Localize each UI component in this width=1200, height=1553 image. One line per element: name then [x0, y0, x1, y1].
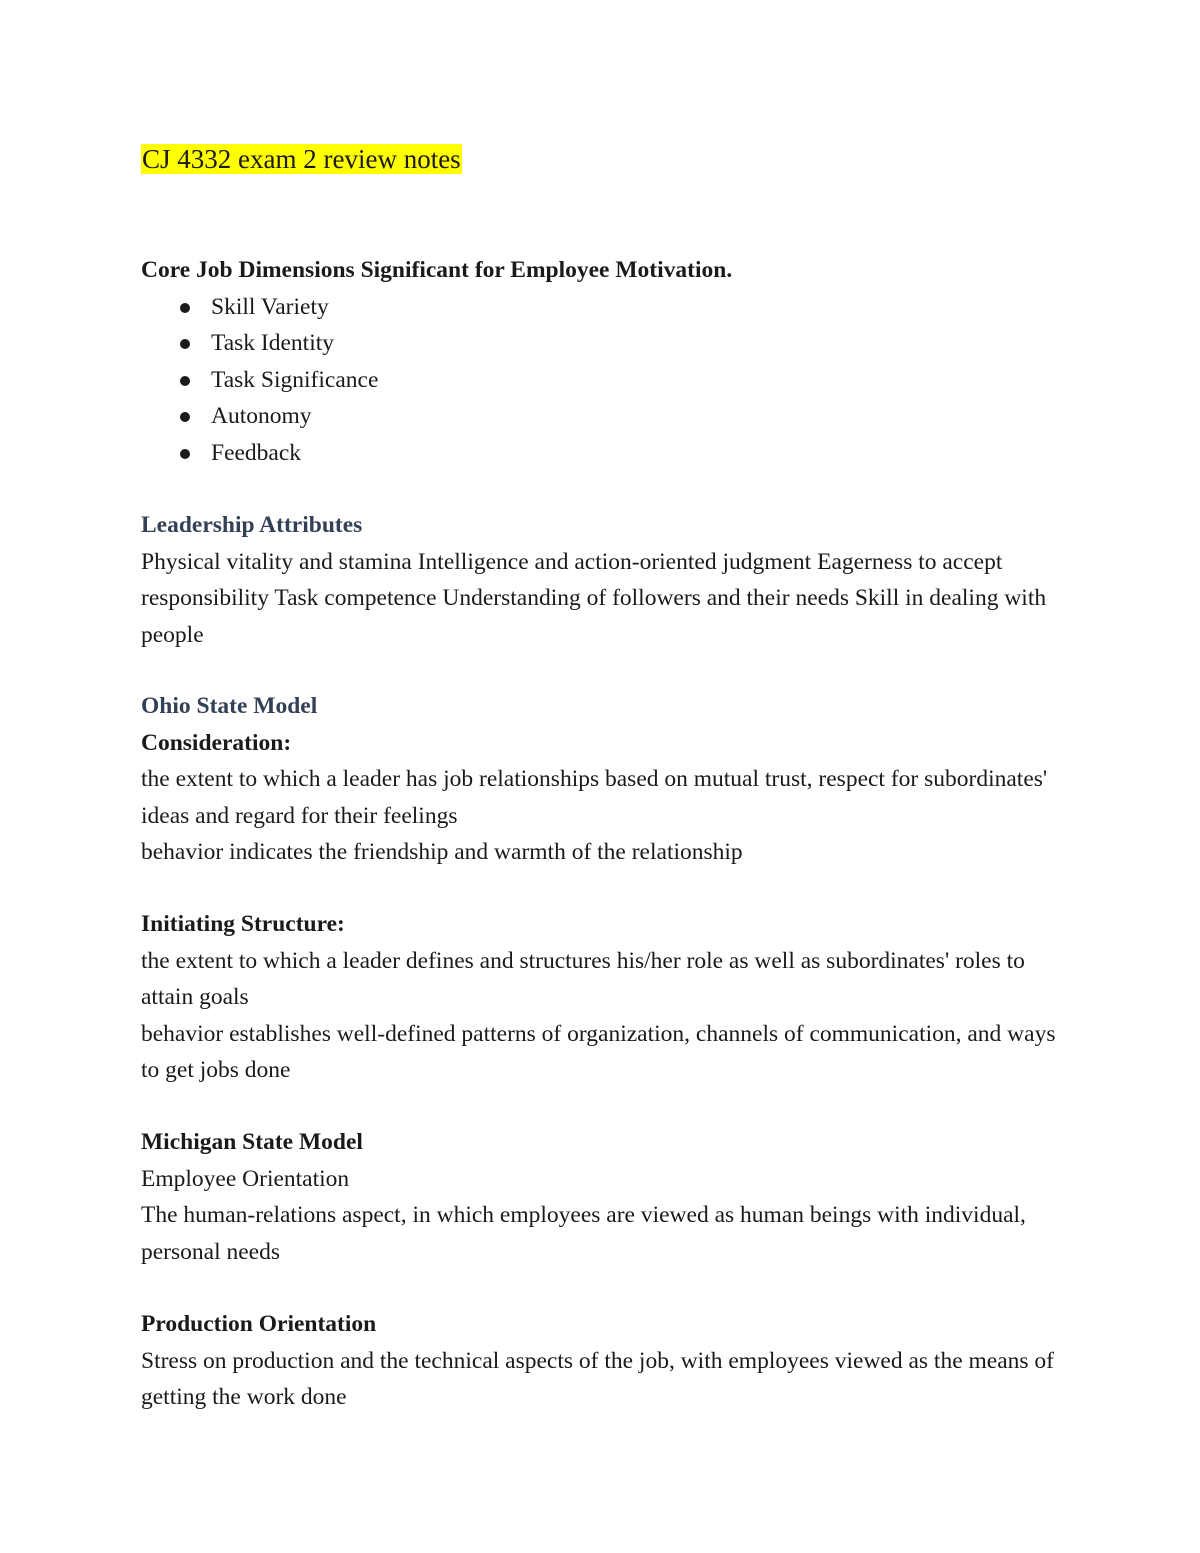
leadership-heading: Leadership Attributes [141, 512, 363, 538]
consideration-behavior: behavior indicates the friendship and warmth of the relationship [141, 839, 743, 865]
list-item [141, 325, 1071, 362]
bullet-icon [180, 339, 190, 349]
employee-orientation-definition: The human-relations aspect, in which employees are viewed as human beings with individual, personal needs [141, 1202, 1026, 1265]
initiating-definition: the extent to which a leader defines and structures his/her role as well as subordinates' roles to attain goals [141, 947, 1025, 1010]
list-item [141, 362, 1071, 399]
production-orientation-label: Production Orientation [141, 1311, 377, 1337]
core-job-section [141, 252, 1071, 471]
initiating-label: Initiating Structure: [141, 911, 345, 937]
production-section [141, 1306, 1071, 1416]
bullet-icon [180, 303, 190, 313]
employee-orientation-label: Employee Orientation [141, 1165, 350, 1192]
document-title [141, 139, 462, 179]
initiating-section [141, 906, 1071, 1089]
list-item [141, 289, 1071, 326]
bullet-icon [180, 449, 190, 459]
michigan-heading: Michigan State Model [141, 1129, 363, 1155]
bullet-icon [180, 376, 190, 386]
core-job-list [141, 289, 1071, 472]
document-title-text: CJ 4332 exam 2 review notes [142, 144, 461, 174]
list-item [141, 435, 1071, 472]
bullet-icon [180, 412, 190, 422]
core-job-heading: Core Job Dimensions Significant for Employee Motivation. [141, 257, 733, 283]
production-orientation-definition: Stress on production and the technical aspects of the job, with employees viewed as the means of getting the work done [141, 1347, 1054, 1410]
initiating-behavior: behavior establishes well-defined patterns of organization, channels of communication, and ways to get jobs done [141, 1020, 1056, 1083]
leadership-body: Physical vitality and stamina Intelligence and action-oriented judgment Eagerness to accept responsibility Task competence Understanding of followers and their needs Skill in dealing with people [141, 548, 1047, 648]
list-item-label: Skill Variety [211, 293, 329, 320]
leadership-section [141, 507, 1071, 653]
list-item [141, 398, 1071, 435]
list-item-label: Feedback [211, 439, 302, 466]
ohio-section [141, 688, 1071, 871]
ohio-heading: Ohio State Model [141, 693, 318, 719]
michigan-section [141, 1124, 1071, 1270]
consideration-definition: the extent to which a leader has job relationships based on mutual trust, respect for subordinates' ideas and regard for their feelings [141, 766, 1048, 829]
list-item-label: Task Significance [211, 366, 379, 393]
list-item-label: Autonomy [211, 403, 312, 429]
consideration-label: Consideration: [141, 729, 292, 756]
list-item-label: Task Identity [211, 330, 335, 356]
